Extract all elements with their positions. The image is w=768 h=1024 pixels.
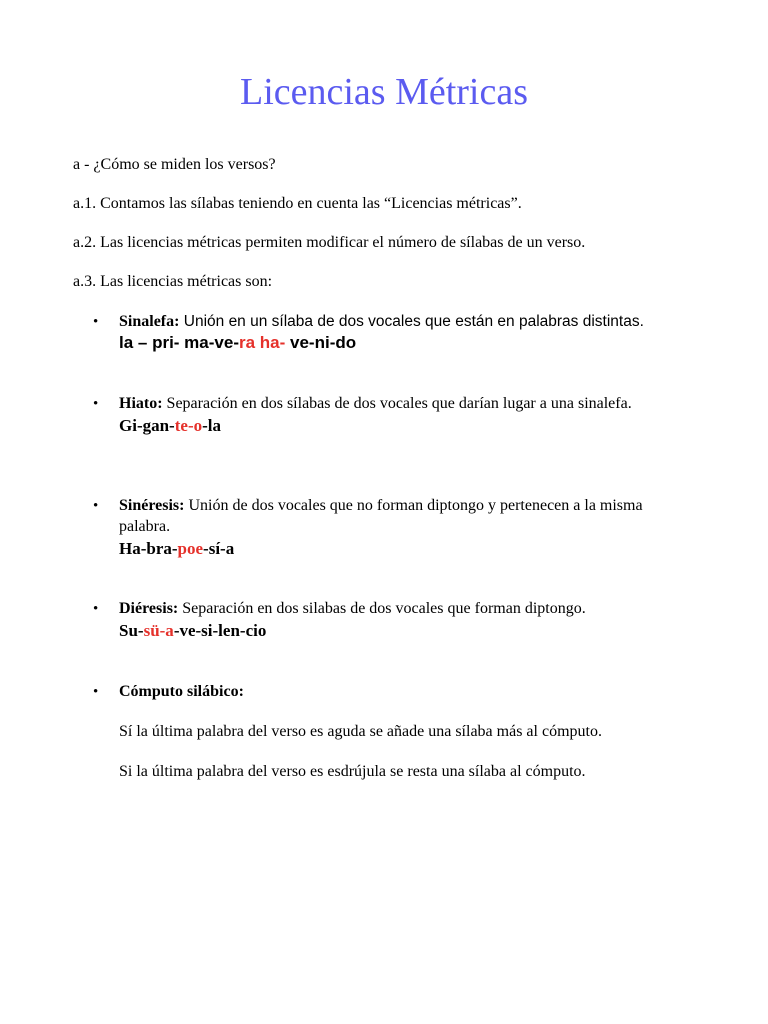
licencia-description: Separación en dos sílabas de dos vocales que darían lugar a una sinalefa. [162,395,632,412]
page-title: Licencias Métricas [239,71,529,113]
example-text: ve-ni-do [285,333,357,352]
example-highlight: te-o [174,416,203,435]
licencia-definition [119,393,679,414]
paragraph-a2: a.2. Las licencias métricas permiten modificar el número de sílabas de un verso. [73,234,586,251]
example-text: -sí-a [203,539,235,558]
bullet-icon: • [93,684,99,700]
licencia-term: Sinalefa: [119,313,180,330]
licencia-term: Cómputo silábico: [119,683,244,700]
licencia-definition [119,311,679,332]
example-highlight: poe [177,539,204,558]
paragraph-a3: a.3. Las licencias métricas son: [73,273,273,290]
licencia-definition [119,598,679,619]
example-highlight: ra ha- [239,333,286,352]
licencia-description: Unión en un sílaba de dos vocales que están en palabras distintas. [179,313,644,330]
example-text: Gi-gan- [119,416,175,435]
licencia-description: Separación en dos silabas de dos vocales que forman diptongo. [178,600,586,617]
licencia-example [119,620,679,642]
list-item-sineresis [119,495,679,560]
licencia-example [119,332,679,354]
example-text: -la [202,416,221,435]
bullet-icon: • [93,498,99,514]
licencia-description: Unión de dos vocales que no forman diptongo y pertenecen a la misma palabra. [119,497,643,535]
list-item-sinalefa [119,311,679,354]
list-item-dieresis [119,598,679,642]
question-paragraph: a - ¿Cómo se miden los versos? [73,156,276,173]
licencia-example [119,415,679,437]
example-text: la – pri- ma-ve- [119,333,239,352]
licencia-definition [119,495,679,537]
licencia-term: Sinéresis: [119,497,185,514]
example-text: Su- [119,621,144,640]
licencia-term: Hiato: [119,395,163,412]
licencia-example [119,538,679,560]
list-item-computo [119,681,679,702]
computo-note-aguda: Sí la última palabra del verso es aguda se añade una sílaba más al cómputo. [119,723,602,740]
example-highlight: sü-a [143,621,174,640]
computo-note-esdrujula: Si la última palabra del verso es esdrújula se resta una sílaba al cómputo. [119,763,586,780]
bullet-icon: • [93,396,99,412]
list-item-hiato [119,393,679,437]
licencia-term: Diéresis: [119,600,179,617]
bullet-icon: • [93,601,99,617]
paragraph-a1: a.1. Contamos las sílabas teniendo en cuenta las “Licencias métricas”. [73,195,522,212]
bullet-icon: • [93,314,99,330]
example-text: Ha-bra- [119,539,178,558]
example-text: -ve-si-len-cio [173,621,267,640]
